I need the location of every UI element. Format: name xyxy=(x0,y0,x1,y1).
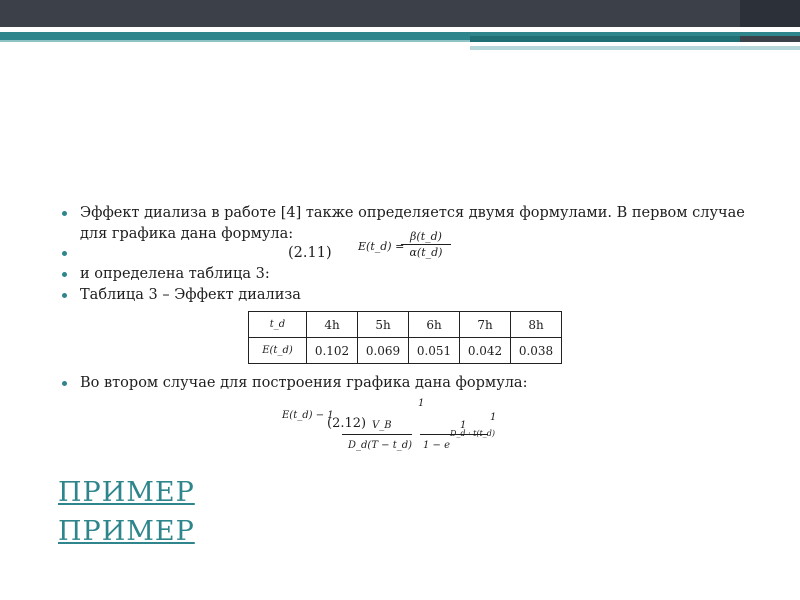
equation-number: (2.12) xyxy=(327,416,367,431)
table-header-cell: 7h xyxy=(460,312,511,338)
table-row-label: E(t_d) xyxy=(249,338,307,364)
formula-2-12 xyxy=(282,398,512,458)
formula-one-mid: 1 xyxy=(460,420,467,431)
equation-number: (2.11) xyxy=(288,245,332,261)
formula-fraction xyxy=(401,230,451,259)
example-link[interactable]: ПРИМЕР xyxy=(58,516,195,547)
table-cell: 0.102 xyxy=(307,338,358,364)
formula-lhs: E(t_d) = xyxy=(358,240,405,253)
fraction-line xyxy=(342,434,412,435)
table-cell: 0.038 xyxy=(511,338,562,364)
top-banner xyxy=(0,0,800,27)
bullet-second-formula xyxy=(58,373,680,394)
dialysis-effect-table xyxy=(248,311,562,364)
table-cell: 0.051 xyxy=(409,338,460,364)
formula-exponent: D_d · t(t_d) xyxy=(450,429,495,438)
table-cell: 0.042 xyxy=(460,338,511,364)
formula-lhs: E(t_d) − 1 xyxy=(282,410,334,421)
formula-denominator: α(t_d) xyxy=(409,246,443,259)
fraction-line xyxy=(401,244,451,245)
formula-numerator: β(t_d) xyxy=(410,230,442,243)
table-header-cell: 8h xyxy=(511,312,562,338)
formula-denominator-exp: 1 − e xyxy=(423,440,451,451)
table-row xyxy=(249,338,562,364)
bullet-text: Эффект диализа в работе [4] также определяется двумя формулами. В первом случае для графика дана формула: xyxy=(80,205,745,242)
formula-volume: V_B xyxy=(372,420,392,431)
table-caption: Таблица 3 – Эффект диализа xyxy=(80,287,301,303)
table-header-cell: 5h xyxy=(358,312,409,338)
bullet-table-caption xyxy=(58,285,480,306)
dark-stripe-right xyxy=(740,36,800,42)
bullet-text: и определена таблица 3: xyxy=(80,266,270,282)
formula-denominator: D_d(T − t_d) xyxy=(348,440,413,451)
table-header-cell: 4h xyxy=(307,312,358,338)
table-header-label: t_d xyxy=(249,312,307,338)
example-link[interactable]: ПРИМЕР xyxy=(58,477,195,508)
table-header-cell: 6h xyxy=(409,312,460,338)
teal-stripe-bottom xyxy=(470,46,800,50)
bullet-text: Во втором случае для построения графика дана формула: xyxy=(80,375,528,391)
table-cell: 0.069 xyxy=(358,338,409,364)
formula-one-top: 1 xyxy=(418,398,425,409)
formula-superscript: 1 xyxy=(490,412,497,423)
bullet-table-intro xyxy=(58,264,380,285)
table-header-row xyxy=(249,312,562,338)
top-banner-shade xyxy=(740,0,800,27)
